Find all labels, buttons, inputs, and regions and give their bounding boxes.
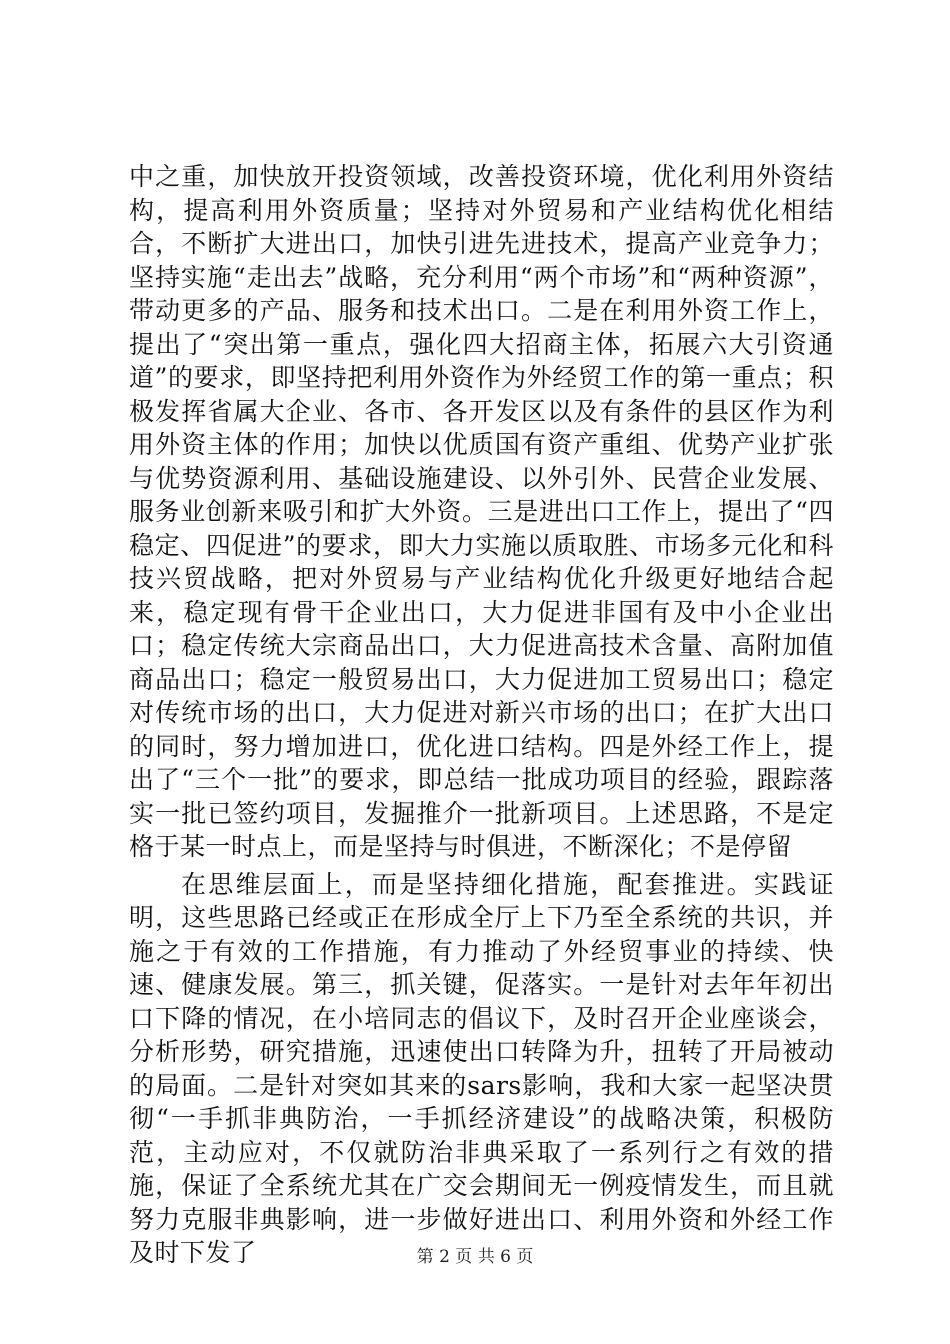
page-footer: 第 2 页 共 6 页 [416,1247,534,1267]
document-body [129,160,834,1270]
paragraph-1: 中之重，加快放开投资领域，改善投资环境，优化利用外资结构，提高利用外资质量；坚持对外贸易和产业结构优化相结合，不断扩大进出口，加快引进先进技术，提高产业竞争力；坚持实施“走出去”战略，充分利用“两个市场”和“两种资源”，带动更多的产品、服务和技术出口。二是在利用外资工作上，提出了“突出第一重点，强化四大招商主体，拓展六大引资通道”的要求，即坚持把利用外资作为外经贸工作的第一重点；积极发挥省属大企业、各市、各开发区以及有条件的县区作为利用外资主体的作用；加快以优质国有资产重组、优势产业扩张与优势资源利用、基础设施建设、以外引外、民营企业发展、服务业创新来吸引和扩大外资。三是进出口工作上，提出了“四稳定、四促进”的要求，即大力实施以质取胜、市场多元化和科技兴贸战略，把对外贸易与产业结构优化升级更好地结合起来，稳定现有骨干企业出口，大力促进非国有及中小企业出口；稳定传统大宗商品出口，大力促进高技术含量、高附加值商品出口；稳定一般贸易出口，大力促进加工贸易出口；稳定对传统市场的出口，大力促进对新兴市场的出口；在扩大出口的同时，努力增加进口，优化进口结构。四是外经工作上，提出了“三个一批”的要求，即总结一批成功项目的经验，跟踪落实一批已签约项目，发掘推介一批新项目。上述思路，不是定格于某一时点上，而是坚持与时俱进，不断深化；不是停留 [129,162,834,861]
paragraph-2: 在思维层面上，而是坚持细化措施，配套推进。实践证明，这些思路已经或正在形成全厅上下乃至全系统的共识，并施之于有效的工作措施，有力推动了外经贸事业的持续、快速、健康发展。第三，抓关键，促落实。一是针对去年年初出口下降的情况，在小培同志的倡议下，及时召开企业座谈会，分析形势，研究措施，迅速使出口转降为升，扭转了开局被动的局面。二是针对突如其来的sars影响，我和大家一起坚决贯彻“一手抓非典防治，一手抓经济建设”的战略决策，积极防范，主动应对，不仅就防治非典采取了一系列行之有效的措施，保证了全系统尤其在广交会期间无一例疫情发生，而且就努力克服非典影响，进一步做好进出口、利用外资和外经工作及时下发了 [129,869,834,1267]
